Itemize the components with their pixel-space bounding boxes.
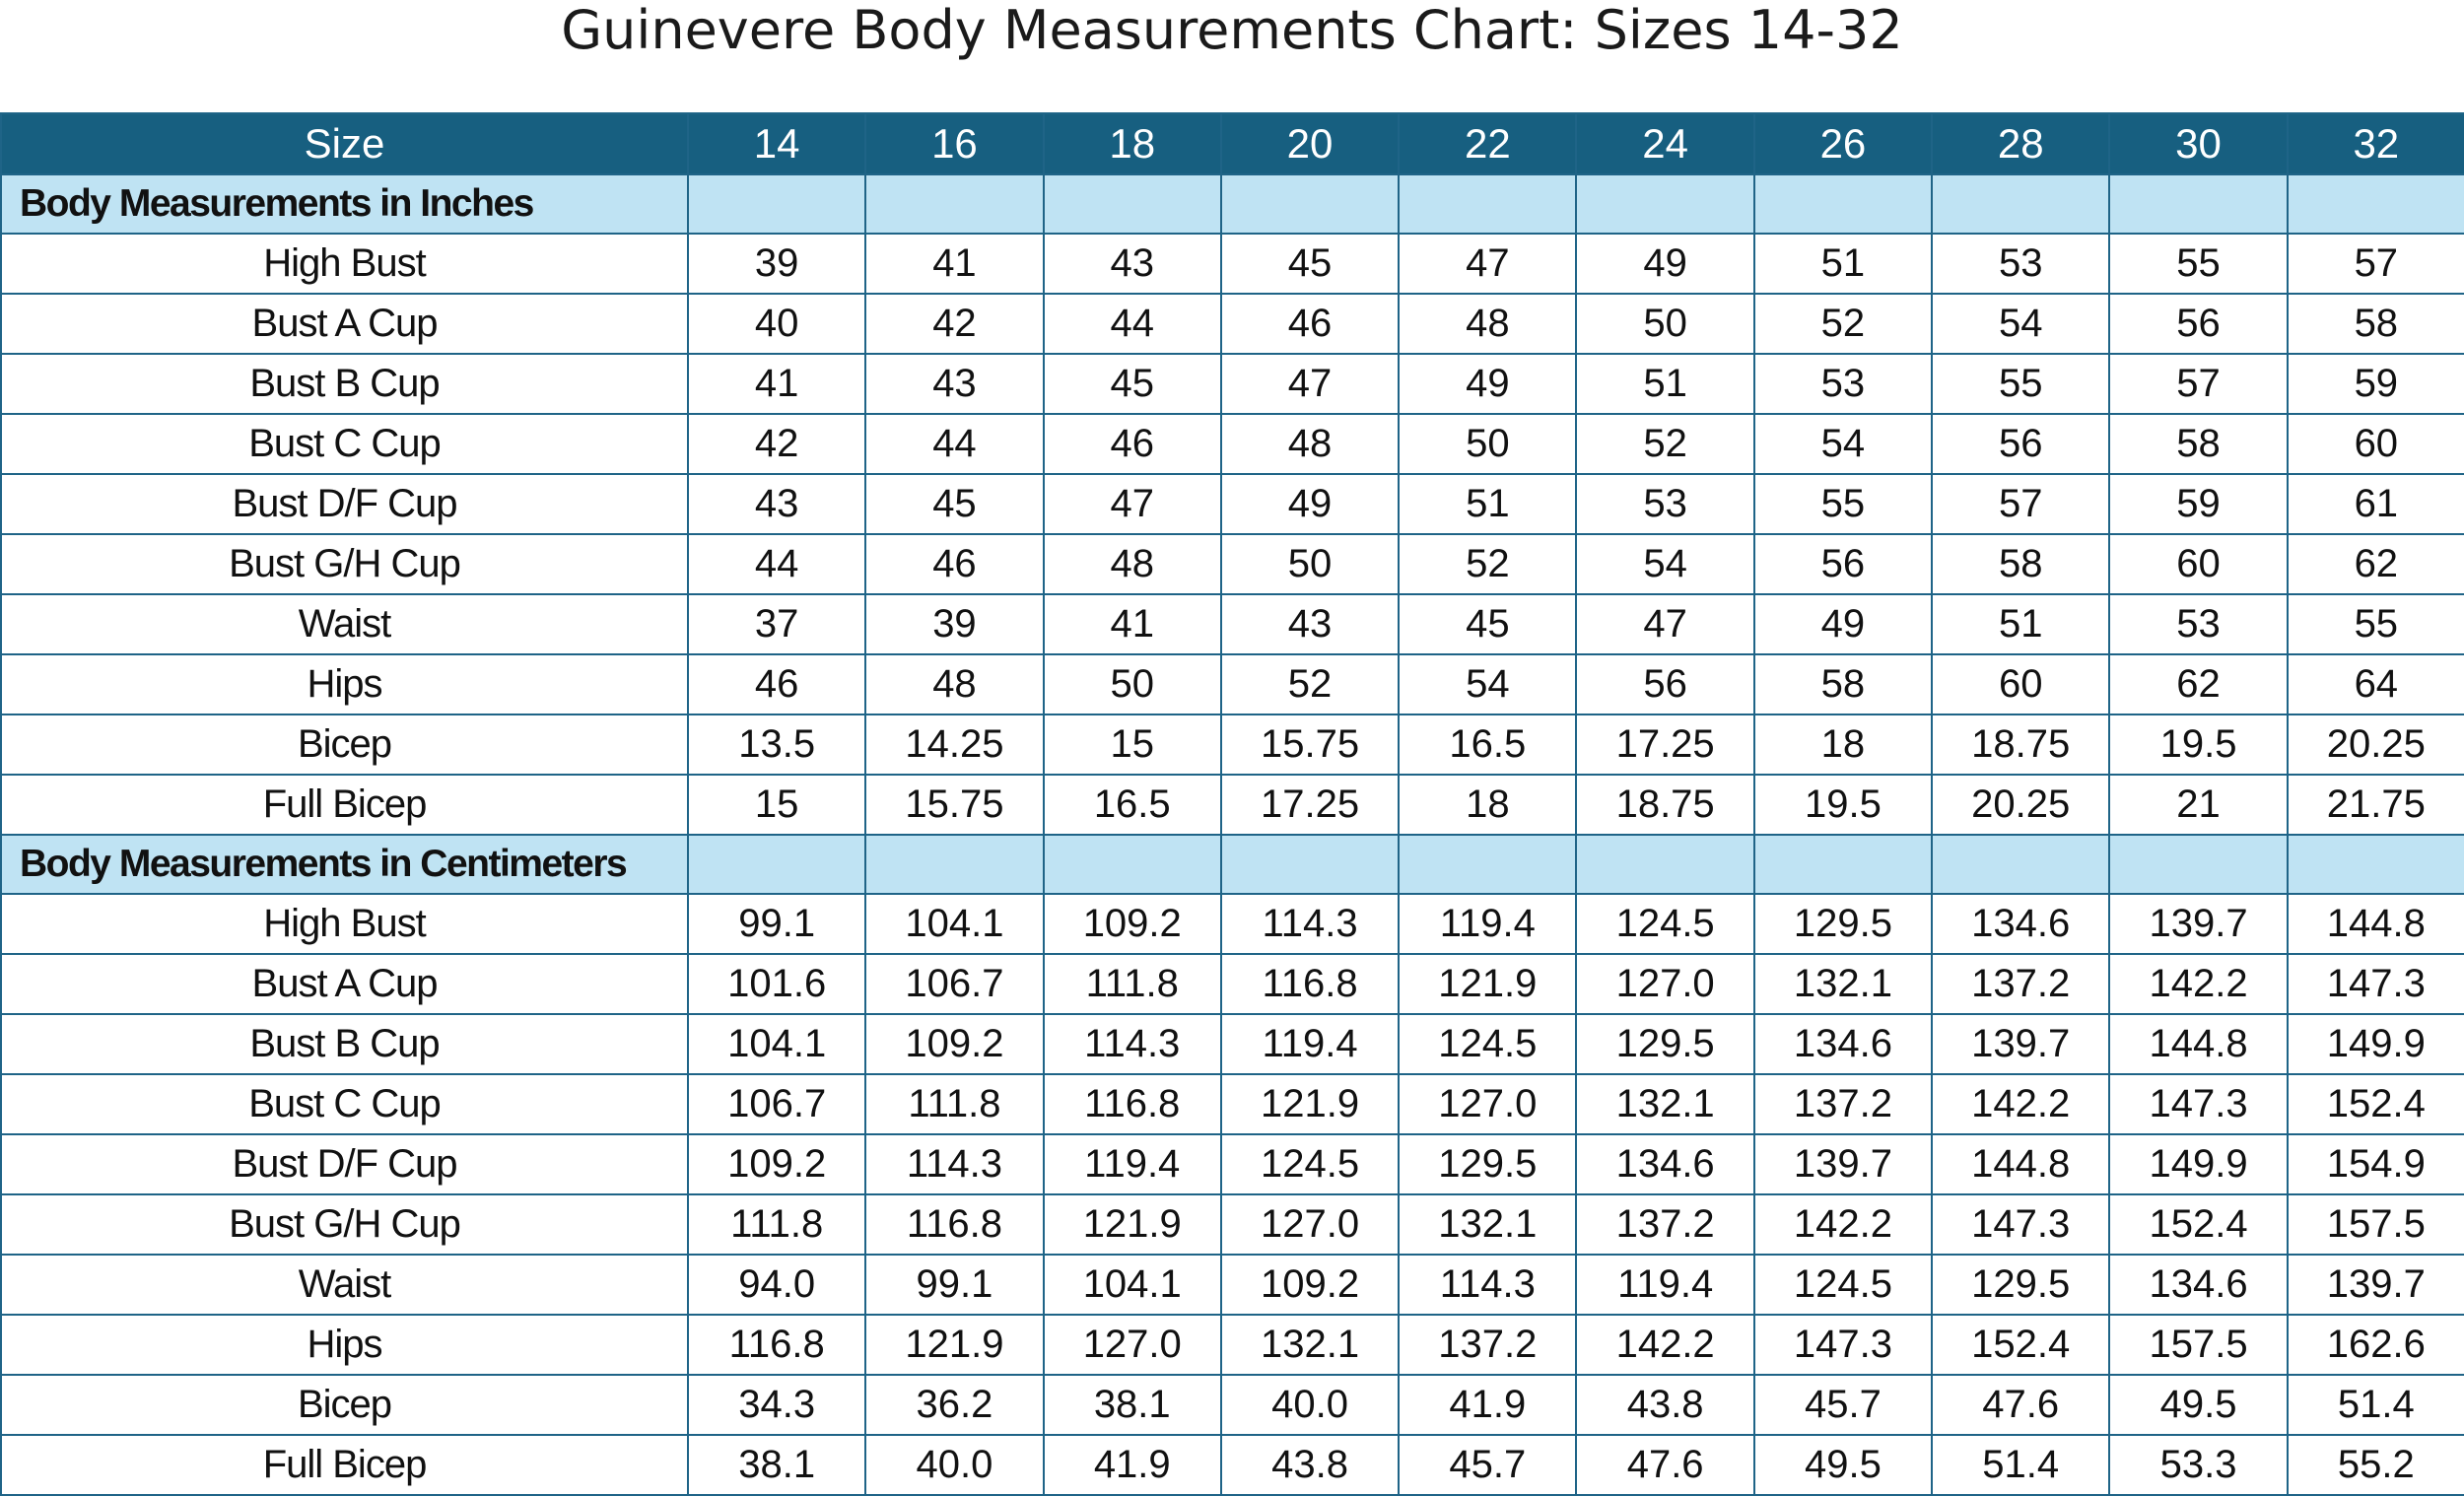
measurement-cell: 44	[1044, 294, 1221, 354]
measurement-cell: 37	[688, 594, 865, 654]
table-row	[1, 1074, 2464, 1134]
table-row	[1, 894, 2464, 954]
measurement-cell: 124.5	[1576, 894, 1753, 954]
measurement-cell: 109.2	[1221, 1255, 1399, 1315]
measurement-cell: 47	[1576, 594, 1753, 654]
measurement-cell: 55	[2288, 594, 2464, 654]
section-header-row	[1, 835, 2464, 894]
measurement-cell: 142.2	[1754, 1194, 1932, 1255]
measurement-cell: 56	[2109, 294, 2287, 354]
measurement-cell: 147.3	[1754, 1315, 1932, 1375]
section-empty-cell	[865, 835, 1043, 894]
measurement-cell: 147.3	[2109, 1074, 2287, 1134]
measurement-cell: 49	[1221, 474, 1399, 534]
measurement-cell: 53	[1754, 354, 1932, 414]
measurement-cell: 57	[2109, 354, 2287, 414]
table-row	[1, 1255, 2464, 1315]
measurement-cell: 41	[1044, 594, 1221, 654]
measurement-cell: 129.5	[1932, 1255, 2109, 1315]
measurement-cell: 50	[1576, 294, 1753, 354]
table-row	[1, 1014, 2464, 1074]
measurement-cell: 152.4	[2109, 1194, 2287, 1255]
measurement-cell: 58	[2288, 294, 2464, 354]
measurement-cell: 44	[865, 414, 1043, 474]
measurement-cell: 53	[1576, 474, 1753, 534]
measurement-cell: 127.0	[1044, 1315, 1221, 1375]
row-label: Bust C Cup	[1, 414, 688, 474]
measurement-cell: 60	[2288, 414, 2464, 474]
measurement-cell: 49.5	[2109, 1375, 2287, 1435]
measurement-cell: 50	[1399, 414, 1576, 474]
measurement-cell: 157.5	[2109, 1315, 2287, 1375]
measurement-cell: 48	[1399, 294, 1576, 354]
measurement-cell: 49.5	[1754, 1435, 1932, 1495]
section-empty-cell	[688, 174, 865, 234]
measurement-cell: 152.4	[1932, 1315, 2109, 1375]
table-row	[1, 1435, 2464, 1495]
measurement-cell: 45.7	[1399, 1435, 1576, 1495]
row-label: Bicep	[1, 714, 688, 775]
measurement-cell: 104.1	[1044, 1255, 1221, 1315]
measurement-cell: 94.0	[688, 1255, 865, 1315]
section-empty-cell	[1399, 835, 1576, 894]
measurement-cell: 127.0	[1399, 1074, 1576, 1134]
measurement-cell: 15	[688, 775, 865, 835]
row-label: Hips	[1, 1315, 688, 1375]
measurement-cell: 21.75	[2288, 775, 2464, 835]
measurement-cell: 147.3	[2288, 954, 2464, 1014]
header-size: 22	[1399, 113, 1576, 174]
section-empty-cell	[2109, 174, 2287, 234]
measurement-cell: 119.4	[1044, 1134, 1221, 1194]
measurement-cell: 104.1	[865, 894, 1043, 954]
measurement-cell: 144.8	[1932, 1134, 2109, 1194]
measurement-cell: 52	[1399, 534, 1576, 594]
measurement-cell: 43.8	[1221, 1435, 1399, 1495]
measurement-cell: 152.4	[2288, 1074, 2464, 1134]
table-row	[1, 654, 2464, 714]
measurement-cell: 53	[1932, 234, 2109, 294]
measurement-cell: 139.7	[1932, 1014, 2109, 1074]
measurement-cell: 39	[865, 594, 1043, 654]
measurement-cell: 38.1	[1044, 1375, 1221, 1435]
measurement-cell: 52	[1221, 654, 1399, 714]
measurement-cell: 48	[1221, 414, 1399, 474]
measurement-cell: 17.25	[1576, 714, 1753, 775]
measurement-cell: 121.9	[865, 1315, 1043, 1375]
measurement-cell: 147.3	[1932, 1194, 2109, 1255]
measurement-cell: 129.5	[1754, 894, 1932, 954]
measurement-cell: 50	[1044, 654, 1221, 714]
measurement-cell: 116.8	[1221, 954, 1399, 1014]
measurement-cell: 124.5	[1754, 1255, 1932, 1315]
header-size: 18	[1044, 113, 1221, 174]
section-empty-cell	[1044, 174, 1221, 234]
measurement-cell: 99.1	[688, 894, 865, 954]
measurement-cell: 137.2	[1754, 1074, 1932, 1134]
measurement-cell: 55	[1932, 354, 2109, 414]
measurement-cell: 139.7	[2109, 894, 2287, 954]
measurement-cell: 20.25	[2288, 714, 2464, 775]
measurement-cell: 47.6	[1932, 1375, 2109, 1435]
measurement-cell: 54	[1576, 534, 1753, 594]
table-row	[1, 954, 2464, 1014]
measurement-cell: 47	[1399, 234, 1576, 294]
header-size: 28	[1932, 113, 2109, 174]
measurement-cell: 51	[1932, 594, 2109, 654]
row-label: Bust A Cup	[1, 954, 688, 1014]
measurement-cell: 114.3	[1399, 1255, 1576, 1315]
measurement-cell: 127.0	[1576, 954, 1753, 1014]
measurement-cell: 36.2	[865, 1375, 1043, 1435]
measurement-cell: 106.7	[865, 954, 1043, 1014]
measurement-cell: 42	[865, 294, 1043, 354]
measurement-cell: 64	[2288, 654, 2464, 714]
measurement-cell: 18	[1399, 775, 1576, 835]
header-size: 32	[2288, 113, 2464, 174]
measurement-cell: 49	[1399, 354, 1576, 414]
measurement-cell: 121.9	[1044, 1194, 1221, 1255]
header-size: 14	[688, 113, 865, 174]
measurement-cell: 18	[1754, 714, 1932, 775]
section-title: Body Measurements in Centimeters	[1, 835, 688, 894]
header-size: 16	[865, 113, 1043, 174]
header-size: 24	[1576, 113, 1753, 174]
table-row	[1, 294, 2464, 354]
measurement-cell: 48	[1044, 534, 1221, 594]
measurement-cell: 142.2	[2109, 954, 2287, 1014]
measurement-cell: 47	[1044, 474, 1221, 534]
measurement-cell: 57	[2288, 234, 2464, 294]
measurement-cell: 53	[2109, 594, 2287, 654]
section-empty-cell	[1754, 835, 1932, 894]
measurement-cell: 132.1	[1754, 954, 1932, 1014]
measurement-cell: 57	[1932, 474, 2109, 534]
measurement-cell: 56	[1932, 414, 2109, 474]
measurement-cell: 52	[1754, 294, 1932, 354]
measurement-cell: 49	[1576, 234, 1753, 294]
section-empty-cell	[2288, 174, 2464, 234]
measurement-cell: 34.3	[688, 1375, 865, 1435]
measurement-cell: 39	[688, 234, 865, 294]
measurement-cell: 41.9	[1399, 1375, 1576, 1435]
measurement-cell: 46	[688, 654, 865, 714]
table-row	[1, 354, 2464, 414]
measurement-cell: 56	[1754, 534, 1932, 594]
measurement-cell: 142.2	[1932, 1074, 2109, 1134]
measurement-cell: 21	[2109, 775, 2287, 835]
row-label: Bust D/F Cup	[1, 474, 688, 534]
measurement-cell: 157.5	[2288, 1194, 2464, 1255]
measurement-cell: 60	[2109, 534, 2287, 594]
row-label: Bust D/F Cup	[1, 1134, 688, 1194]
measurement-cell: 114.3	[865, 1134, 1043, 1194]
measurement-cell: 132.1	[1399, 1194, 1576, 1255]
measurement-cell: 132.1	[1221, 1315, 1399, 1375]
measurement-cell: 15.75	[865, 775, 1043, 835]
measurement-cell: 56	[1576, 654, 1753, 714]
measurement-cell: 49	[1754, 594, 1932, 654]
measurement-cell: 41	[865, 234, 1043, 294]
measurement-cell: 119.4	[1221, 1014, 1399, 1074]
measurement-cell: 45	[1044, 354, 1221, 414]
measurement-cell: 52	[1576, 414, 1753, 474]
measurement-cell: 41.9	[1044, 1435, 1221, 1495]
row-label: Waist	[1, 1255, 688, 1315]
section-empty-cell	[1754, 174, 1932, 234]
measurement-cell: 139.7	[1754, 1134, 1932, 1194]
table-body	[1, 174, 2464, 1495]
table-row	[1, 474, 2464, 534]
measurement-cell: 55	[1754, 474, 1932, 534]
row-label: Bust C Cup	[1, 1074, 688, 1134]
measurement-cell: 13.5	[688, 714, 865, 775]
section-empty-cell	[688, 835, 865, 894]
measurement-cell: 137.2	[1932, 954, 2109, 1014]
measurement-cell: 139.7	[2288, 1255, 2464, 1315]
table-row	[1, 775, 2464, 835]
section-title: Body Measurements in Inches	[1, 174, 688, 234]
measurement-cell: 124.5	[1221, 1134, 1399, 1194]
measurement-cell: 109.2	[865, 1014, 1043, 1074]
measurement-cell: 54	[1932, 294, 2109, 354]
section-empty-cell	[1221, 835, 1399, 894]
measurement-cell: 18.75	[1576, 775, 1753, 835]
measurement-cell: 62	[2288, 534, 2464, 594]
measurement-cell: 111.8	[688, 1194, 865, 1255]
measurement-cell: 134.6	[1932, 894, 2109, 954]
section-empty-cell	[1932, 835, 2109, 894]
measurement-cell: 51.4	[2288, 1375, 2464, 1435]
measurement-cell: 16.5	[1044, 775, 1221, 835]
section-header-row	[1, 174, 2464, 234]
measurement-cell: 149.9	[2109, 1134, 2287, 1194]
measurement-cell: 58	[1932, 534, 2109, 594]
measurement-cell: 129.5	[1576, 1014, 1753, 1074]
table-header-row	[1, 113, 2464, 174]
measurement-cell: 121.9	[1221, 1074, 1399, 1134]
row-label: Bicep	[1, 1375, 688, 1435]
measurement-cell: 48	[865, 654, 1043, 714]
measurement-cell: 51	[1576, 354, 1753, 414]
measurement-cell: 55.2	[2288, 1435, 2464, 1495]
measurement-cell: 54	[1754, 414, 1932, 474]
table-row	[1, 594, 2464, 654]
measurement-cell: 51	[1754, 234, 1932, 294]
measurement-cell: 55	[2109, 234, 2287, 294]
section-empty-cell	[2109, 835, 2287, 894]
measurement-cell: 149.9	[2288, 1014, 2464, 1074]
measurement-cell: 106.7	[688, 1074, 865, 1134]
measurement-cell: 137.2	[1399, 1315, 1576, 1375]
row-label: Bust A Cup	[1, 294, 688, 354]
measurement-cell: 44	[688, 534, 865, 594]
table-row	[1, 1194, 2464, 1255]
measurement-cell: 17.25	[1221, 775, 1399, 835]
measurement-cell: 43	[1044, 234, 1221, 294]
measurement-cell: 19.5	[2109, 714, 2287, 775]
measurement-cell: 38.1	[688, 1435, 865, 1495]
measurement-cell: 62	[2109, 654, 2287, 714]
measurement-cell: 51.4	[1932, 1435, 2109, 1495]
measurement-cell: 45	[865, 474, 1043, 534]
measurement-cell: 58	[2109, 414, 2287, 474]
row-label: Bust B Cup	[1, 1014, 688, 1074]
measurement-cell: 60	[1932, 654, 2109, 714]
measurement-cell: 43	[1221, 594, 1399, 654]
measurement-cell: 101.6	[688, 954, 865, 1014]
measurement-cell: 116.8	[688, 1315, 865, 1375]
measurement-cell: 45	[1221, 234, 1399, 294]
measurements-table	[0, 112, 2464, 1496]
measurement-cell: 111.8	[865, 1074, 1043, 1134]
row-label: Bust G/H Cup	[1, 534, 688, 594]
measurement-cell: 43	[688, 474, 865, 534]
measurement-cell: 144.8	[2109, 1014, 2287, 1074]
section-empty-cell	[1399, 174, 1576, 234]
measurement-cell: 16.5	[1399, 714, 1576, 775]
measurement-cell: 18.75	[1932, 714, 2109, 775]
measurement-cell: 59	[2288, 354, 2464, 414]
measurement-cell: 40	[688, 294, 865, 354]
table-row	[1, 414, 2464, 474]
section-empty-cell	[1576, 174, 1753, 234]
header-size: 30	[2109, 113, 2287, 174]
measurement-cell: 134.6	[1576, 1134, 1753, 1194]
measurement-cell: 15	[1044, 714, 1221, 775]
measurement-cell: 58	[1754, 654, 1932, 714]
measurement-cell: 129.5	[1399, 1134, 1576, 1194]
measurement-cell: 142.2	[1576, 1315, 1753, 1375]
measurement-cell: 50	[1221, 534, 1399, 594]
row-label: High Bust	[1, 894, 688, 954]
measurement-cell: 99.1	[865, 1255, 1043, 1315]
table-row	[1, 1375, 2464, 1435]
section-empty-cell	[1932, 174, 2109, 234]
row-label: High Bust	[1, 234, 688, 294]
measurement-cell: 42	[688, 414, 865, 474]
measurement-cell: 144.8	[2288, 894, 2464, 954]
table-row	[1, 534, 2464, 594]
measurement-cell: 119.4	[1399, 894, 1576, 954]
measurement-cell: 121.9	[1399, 954, 1576, 1014]
measurement-cell: 109.2	[1044, 894, 1221, 954]
measurement-cell: 119.4	[1576, 1255, 1753, 1315]
measurement-cell: 46	[865, 534, 1043, 594]
table-row	[1, 234, 2464, 294]
measurement-cell: 132.1	[1576, 1074, 1753, 1134]
table-row	[1, 1315, 2464, 1375]
measurement-cell: 40.0	[1221, 1375, 1399, 1435]
section-empty-cell	[2288, 835, 2464, 894]
header-size: 26	[1754, 113, 1932, 174]
section-empty-cell	[1576, 835, 1753, 894]
header-size-label: Size	[1, 113, 688, 174]
measurement-cell: 111.8	[1044, 954, 1221, 1014]
measurement-cell: 46	[1044, 414, 1221, 474]
measurement-cell: 53.3	[2109, 1435, 2287, 1495]
measurement-cell: 59	[2109, 474, 2287, 534]
measurement-cell: 40.0	[865, 1435, 1043, 1495]
measurement-cell: 45	[1399, 594, 1576, 654]
measurement-cell: 109.2	[688, 1134, 865, 1194]
measurement-cell: 154.9	[2288, 1134, 2464, 1194]
measurement-cell: 116.8	[865, 1194, 1043, 1255]
section-empty-cell	[865, 174, 1043, 234]
measurement-cell: 43.8	[1576, 1375, 1753, 1435]
measurement-cell: 114.3	[1044, 1014, 1221, 1074]
row-label: Waist	[1, 594, 688, 654]
row-label: Bust G/H Cup	[1, 1194, 688, 1255]
table-row	[1, 714, 2464, 775]
measurement-cell: 137.2	[1576, 1194, 1753, 1255]
measurement-cell: 43	[865, 354, 1043, 414]
measurement-cell: 20.25	[1932, 775, 2109, 835]
measurement-cell: 19.5	[1754, 775, 1932, 835]
measurement-cell: 46	[1221, 294, 1399, 354]
header-size: 20	[1221, 113, 1399, 174]
section-empty-cell	[1044, 835, 1221, 894]
measurement-cell: 134.6	[1754, 1014, 1932, 1074]
page-title: Guinevere Body Measurements Chart: Sizes 14-32	[561, 0, 1903, 61]
measurement-cell: 114.3	[1221, 894, 1399, 954]
measurement-cell: 47	[1221, 354, 1399, 414]
measurement-cell: 162.6	[2288, 1315, 2464, 1375]
measurement-cell: 134.6	[2109, 1255, 2287, 1315]
measurement-cell: 15.75	[1221, 714, 1399, 775]
row-label: Hips	[1, 654, 688, 714]
measurement-cell: 116.8	[1044, 1074, 1221, 1134]
table-row	[1, 1134, 2464, 1194]
measurement-cell: 41	[688, 354, 865, 414]
measurement-cell: 124.5	[1399, 1014, 1576, 1074]
measurement-cell: 61	[2288, 474, 2464, 534]
measurement-cell: 14.25	[865, 714, 1043, 775]
measurement-cell: 45.7	[1754, 1375, 1932, 1435]
measurement-cell: 104.1	[688, 1014, 865, 1074]
measurement-cell: 54	[1399, 654, 1576, 714]
row-label: Bust B Cup	[1, 354, 688, 414]
row-label: Full Bicep	[1, 1435, 688, 1495]
section-empty-cell	[1221, 174, 1399, 234]
row-label: Full Bicep	[1, 775, 688, 835]
measurement-cell: 127.0	[1221, 1194, 1399, 1255]
measurement-cell: 51	[1399, 474, 1576, 534]
measurement-cell: 47.6	[1576, 1435, 1753, 1495]
